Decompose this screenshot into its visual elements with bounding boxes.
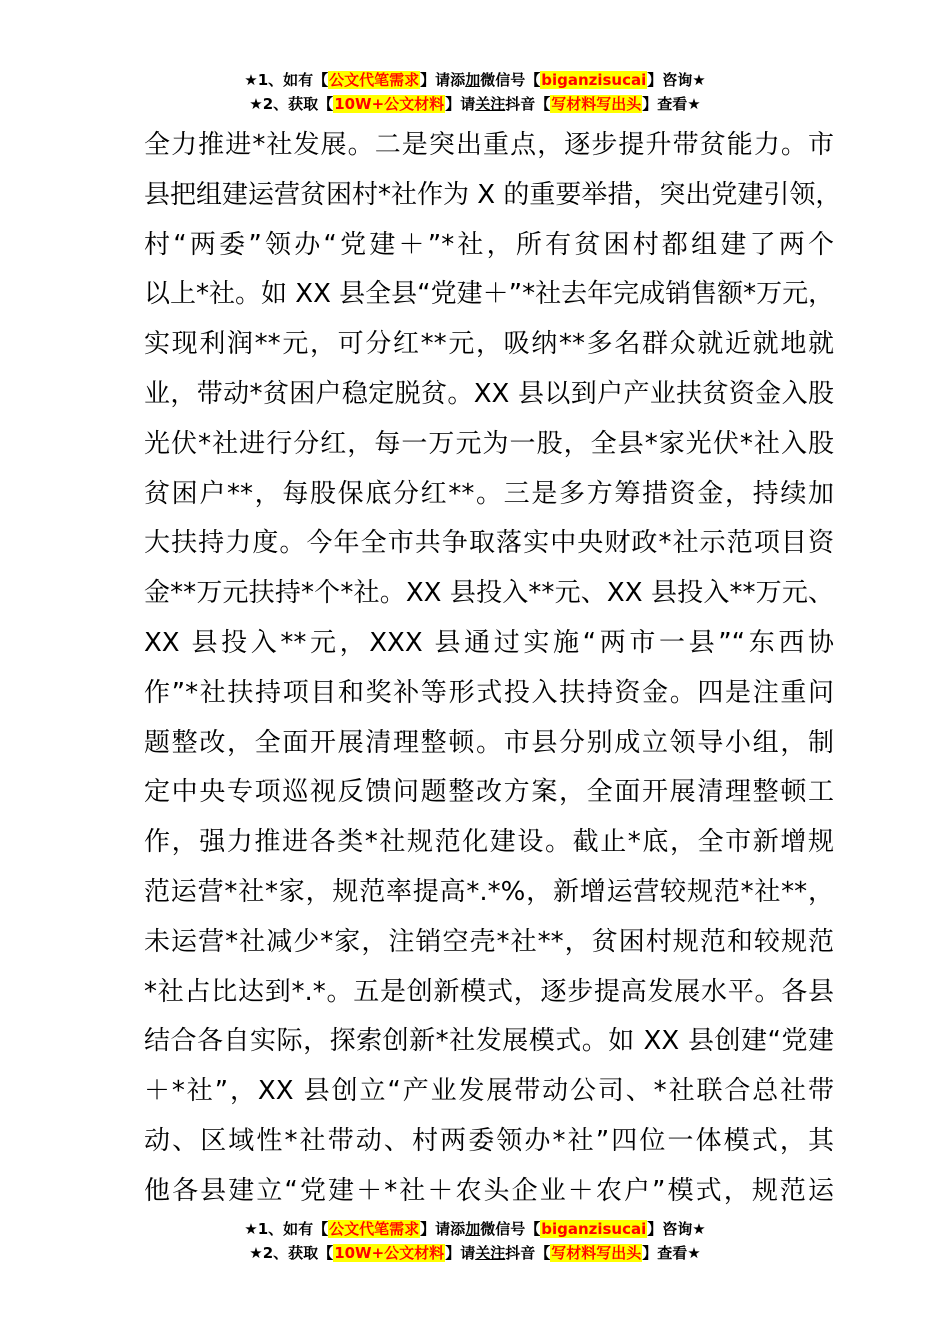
promo-text: 】查看★ [642,1244,701,1262]
body-line: 贫困户**，每股保底分红**。三是多方筹措资金，持续加 [144,478,834,509]
promo-highlight: 10W+公文材料 [334,1244,445,1262]
promo-underlined: 加 [465,1220,481,1238]
promo-text: 微信号【 [480,1220,541,1238]
document-body [144,121,842,1217]
promo-text: 】咨询★ [647,71,706,89]
body-line: ＋*社”，XX 县创立“产业发展带动公司、*社联合总社带 [144,1076,834,1107]
footer-promo-banner [0,1217,950,1265]
promo-text: 】请添 [420,71,466,89]
promo-underlined: 加 [465,71,481,89]
body-line: 他各县建立“党建＋*社＋农头企业＋农户”模式，规范运 [144,1175,834,1206]
promo-line-2 [0,1241,950,1265]
promo-line-2 [0,92,950,116]
promo-text: ★1、如有【 [244,1220,329,1238]
promo-text: ★2、获取【 [249,95,334,113]
body-line: 全力推进*社发展。二是突出重点，逐步提升带贫能力。市 [144,130,834,160]
promo-highlight: 公文代笔需求 [329,1220,420,1238]
body-line: 大扶持力度。今年全市共争取落实中央财政*社示范项目资 [144,528,834,559]
promo-highlight: biganzisucai [541,71,647,89]
body-line: 业，带动*贫困户稳定脱贫。XX 县以到户产业扶贫资金入股 [144,378,834,409]
promo-text: 】查看★ [642,95,701,113]
body-line: 未运营*社减少*家，注销空壳*社**，贫困村规范和较规范 [144,926,834,957]
header-promo-banner [0,68,950,116]
promo-text: 】咨询★ [647,1220,706,1238]
promo-highlight: 公文代笔需求 [329,71,420,89]
promo-text: 抖音【 [505,95,551,113]
promo-text: 】请 [445,95,476,113]
body-line: 村“两委”领办“党建＋”*社，所有贫困村都组建了两个 [144,229,834,260]
promo-text: 】请 [445,1244,476,1262]
promo-highlight: biganzisucai [541,1220,647,1238]
body-line: 定中央专项巡视反馈问题整改方案，全面开展清理整顿工 [144,777,834,808]
promo-text: 微信号【 [480,71,541,89]
promo-underlined: 关注 [475,95,506,113]
body-line: XX 县投入**元，XXX 县通过实施“两市一县”“东西协 [144,627,834,658]
promo-text: ★2、获取【 [249,1244,334,1262]
promo-text: 抖音【 [505,1244,551,1262]
body-line: 题整改，全面开展清理整顿。市县分别成立领导小组，制 [144,727,834,758]
body-line: *社占比达到*.*。五是创新模式，逐步提高发展水平。各县 [144,976,834,1007]
body-line: 作”*社扶持项目和奖补等形式投入扶持资金。四是注重问 [144,677,834,708]
body-line: 光伏*社进行分红，每一万元为一股，全县*家光伏*社入股 [144,428,834,459]
promo-line-1 [0,68,950,92]
promo-text: ★1、如有【 [244,71,329,89]
body-line: 以上*社。如 XX 县全县“党建＋”*社去年完成销售额*万元， [144,279,835,310]
promo-text: 】请添 [420,1220,466,1238]
body-line: 范运营*社*家，规范率提高*.*%，新增运营较规范*社**， [144,876,834,907]
promo-line-1 [0,1217,950,1241]
body-line: 动、区域性*社带动、村两委领办*社”四位一体模式，其 [144,1125,834,1156]
promo-highlight: 写材料写出头 [551,1244,642,1262]
body-line: 实现利润**元，可分红**元，吸纳**多名群众就近就地就 [144,329,834,360]
promo-underlined: 关注 [475,1244,506,1262]
promo-highlight: 写材料写出头 [551,95,642,113]
promo-highlight: 10W+公文材料 [334,95,445,113]
body-line: 县把组建运营贫困村*社作为 X 的重要举措，突出党建引领， [144,179,842,210]
body-line: 结合各自实际，探索创新*社发展模式。如 XX 县创建“党建 [144,1026,834,1057]
body-line: 作，强力推进各类*社规范化建设。截止*底，全市新增规 [144,827,834,858]
body-line: 金**万元扶持*个*社。XX 县投入**元、XX 县投入**万元、 [144,578,834,609]
